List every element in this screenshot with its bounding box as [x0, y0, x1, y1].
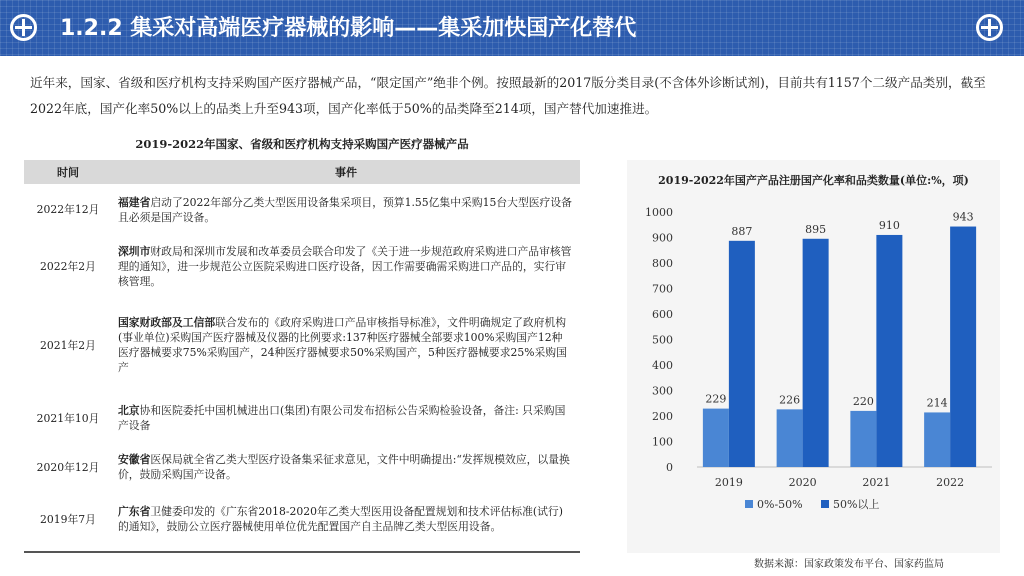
x-tick-label: 2021 — [862, 476, 891, 489]
data-label: 229 — [705, 392, 727, 406]
row-text: 协和医院委托中国机械进出口(集团)有限公司发布招标公告采购检验设备，备注: 只采购国产设备 — [118, 404, 566, 432]
legend-swatch — [745, 500, 753, 508]
legend-label: 50%以上 — [833, 498, 880, 511]
y-tick-label: 300 — [652, 384, 673, 398]
circle-plus-icon — [976, 14, 1003, 41]
legend-swatch — [821, 500, 829, 508]
table-row — [24, 490, 580, 548]
table-row — [24, 235, 580, 298]
row-event — [112, 490, 580, 548]
legend-label: 0%-50% — [757, 498, 803, 511]
bar-high — [803, 239, 829, 467]
y-tick-label: 900 — [652, 231, 673, 245]
data-label: 887 — [731, 224, 753, 238]
row-text: 财政局和深圳市发展和改革委员会联合印发了《关于进一步规范政府采购进口产品审核管理的通知》，进一步规范公立医院采购进口医疗设备，因工作需要确需采购进口产品的，实行审核管理。 — [118, 245, 572, 288]
row-org: 深圳市 — [118, 245, 151, 258]
row-text: 卫健委印发的《广东省2018-2020年乙类大型医用设备配置规划和技术评估标准(试行)的通知》，鼓励公立医疗器械使用单位优先配置国产自主品牌乙类大型医用设备。 — [118, 505, 563, 533]
row-date: 2019年7月 — [40, 512, 96, 526]
x-tick-label: 2022 — [936, 476, 965, 489]
row-date: 2020年12月 — [36, 460, 100, 474]
bar-high — [729, 241, 755, 467]
row-event — [112, 392, 580, 444]
data-label: 220 — [852, 394, 874, 408]
row-date: 2022年12月 — [36, 203, 100, 216]
data-source: 数据来源：国家政策发布平台、国家药监局 — [754, 559, 944, 570]
intro-paragraph: 近年来，国家、省级和医疗机构支持采购国产医疗器械产品，“限定国产”绝非个例。按照最新的2017版分类目录(不含体外诊断试剂)，目前共有1157个二级产品类别，截至2022年底，国产化率50%以上的品类上升至943项，国产化率低于50%的品类降至214项，国产替代加速推进。 — [30, 75, 986, 116]
row-org: 北京 — [118, 404, 140, 417]
y-tick-label: 0 — [666, 461, 673, 474]
y-tick-label: 700 — [652, 282, 673, 296]
row-event — [112, 298, 580, 392]
data-label: 226 — [779, 393, 801, 407]
row-text: 启动了2022年部分乙类大型医用设备集采项目，预算1.55亿集中采购15台大型医疗设备且必须是国产设备。 — [118, 195, 572, 224]
row-date: 2022年2月 — [40, 260, 96, 273]
bar-high — [950, 227, 976, 467]
table-title: 2019-2022年国家、省级和医疗机构支持采购国产医疗器械产品 — [135, 137, 469, 151]
bar-low — [703, 409, 729, 467]
policy-table — [24, 160, 580, 553]
table-row — [24, 392, 580, 444]
row-org: 广东省 — [118, 505, 151, 518]
bar-low — [850, 411, 876, 467]
chart-panel — [627, 160, 1000, 553]
y-tick-label: 1000 — [645, 206, 673, 219]
bar-chart — [627, 160, 1000, 553]
row-org: 安徽省 — [118, 453, 151, 466]
row-text: 医保局就全省乙类大型医疗设备集采征求意见，文件中明确提出:“发挥规模效应，以量换价，鼓励采购国产设备。 — [118, 453, 570, 481]
y-tick-label: 200 — [652, 410, 673, 423]
row-event — [112, 235, 580, 298]
y-tick-label: 100 — [652, 435, 673, 449]
table-row — [24, 184, 580, 235]
table-row — [24, 298, 580, 392]
y-tick-label: 400 — [652, 359, 673, 372]
header-bar — [0, 0, 1024, 56]
chart-title: 2019-2022年国产产品注册国产化率和品类数量(单位:%，项) — [658, 174, 969, 187]
bar-low — [924, 412, 950, 467]
row-event — [112, 184, 580, 235]
column-header-event: 事件 — [112, 160, 580, 184]
circle-plus-icon — [10, 14, 37, 41]
row-org: 国家财政部及工信部 — [118, 316, 216, 329]
row-event — [112, 444, 580, 490]
table-header-row — [24, 160, 580, 184]
data-label: 895 — [805, 222, 827, 236]
y-tick-label: 500 — [652, 333, 673, 347]
row-date: 2021年10月 — [36, 411, 100, 425]
data-label: 214 — [926, 396, 948, 410]
y-tick-label: 600 — [652, 308, 673, 321]
row-text: 联合发布的《政府采购进口产品审核指导标准》，文件明确规定了政府机构(事业单位)采购国产医疗器械及仪器的比例要求:137种医疗器械全部要求100%采购国产12种医疗器械要求75%采购国产，24种医疗器械要求50%采购国产，5种医疗器械要求25%采购国产 — [118, 316, 567, 374]
data-label: 910 — [878, 218, 900, 232]
x-tick-label: 2019 — [714, 476, 743, 489]
row-date: 2021年2月 — [40, 338, 96, 352]
bar-low — [777, 409, 803, 467]
bar-high — [876, 235, 902, 467]
y-tick-label: 800 — [652, 257, 673, 270]
column-header-date: 时间 — [24, 160, 112, 184]
x-tick-label: 2020 — [788, 476, 817, 489]
data-label: 943 — [952, 210, 974, 224]
page-title: 1.2.2 集采对高端医疗器械的影响——集采加快国产化替代 — [60, 16, 637, 41]
table-row — [24, 444, 580, 490]
row-org: 福建省 — [118, 195, 151, 209]
